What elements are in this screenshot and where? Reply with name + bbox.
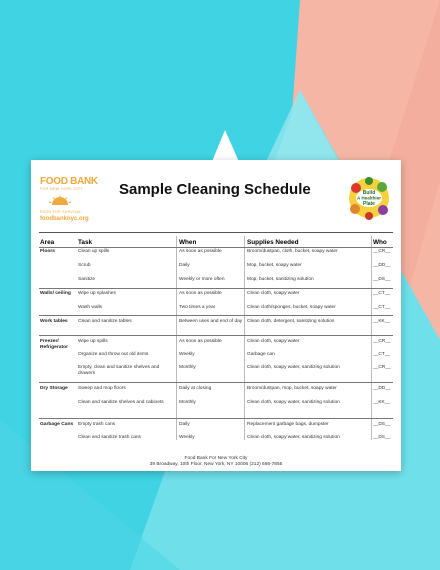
when-cell: Weekly xyxy=(179,435,195,440)
task-cell: Wipe up splashes xyxy=(78,291,116,296)
supplies-cell: Replacement garbage bags, dumpster xyxy=(247,422,329,427)
group-divider xyxy=(39,247,393,248)
supplies-cell: Clean cloth, detergent, sanitizing solution xyxy=(247,319,335,324)
document-title: Sample Cleaning Schedule xyxy=(119,181,311,198)
supplies-cell: Broom/dustpan, cloth, bucket, soapy water xyxy=(247,249,338,254)
when-cell: Weekly or more often xyxy=(179,277,225,282)
who-cell: __DD__ xyxy=(373,263,391,268)
col-header-supplies: Supplies Needed xyxy=(247,239,299,246)
logo-name: FOOD BANK xyxy=(40,176,98,187)
task-cell: Wipe up spills xyxy=(78,339,108,344)
who-cell: __CR__ xyxy=(373,249,391,254)
supplies-cell: Clean cloth/sponges, bucket, soapy water xyxy=(247,305,336,310)
who-cell: __DS__ xyxy=(373,435,391,440)
sun-icon xyxy=(40,195,80,205)
supplies-cell: Clean cloth, soapy water xyxy=(247,339,300,344)
col-header-task: Task xyxy=(78,239,93,246)
task-cell: Organize and throw out old items xyxy=(78,352,149,357)
group-divider xyxy=(39,382,393,383)
supplies-cell: Mop, bucket, sanitizing solution xyxy=(247,277,314,282)
healthier-plate-logo xyxy=(347,176,391,220)
who-cell: __CT__ xyxy=(373,352,391,357)
col-header-when: When xyxy=(179,239,197,246)
task-cell: Clean and sanitize tables xyxy=(78,319,132,324)
when-cell: Between uses and end of day xyxy=(179,319,243,324)
plate-line-3: Plate xyxy=(363,201,375,207)
column-divider xyxy=(371,236,372,440)
when-cell: Daily xyxy=(179,422,190,427)
when-cell: As soon as possible xyxy=(179,249,222,254)
supplies-cell: Clean cloth, soapy water, sanitizing solution xyxy=(247,435,340,440)
when-cell: Daily xyxy=(179,263,190,268)
area-label: Walls/ ceiling xyxy=(40,291,71,296)
footer-org: Food Bank For New York City xyxy=(184,456,248,461)
who-cell: __DS__ xyxy=(373,422,391,427)
supplies-cell: Clean cloth, soapy water xyxy=(247,291,300,296)
when-cell: Two times a year xyxy=(179,305,216,310)
group-divider xyxy=(39,335,393,336)
plate-line-2: A Healthier xyxy=(356,195,382,201)
area-label: Work tables xyxy=(40,319,68,324)
who-cell: __DD__ xyxy=(373,386,391,391)
when-cell: Weekly xyxy=(179,352,195,357)
supplies-cell: Mop, bucket, soapy water xyxy=(247,263,302,268)
supplies-cell: Garbage can xyxy=(247,352,275,357)
area-label: Dry Storage xyxy=(40,386,68,391)
who-cell: __KK__ xyxy=(373,319,391,324)
supplies-cell: Clean cloth, soapy water, sanitizing solution xyxy=(247,400,340,405)
when-cell: As soon as possible xyxy=(179,291,222,296)
group-divider xyxy=(39,418,393,419)
schedule-document xyxy=(31,160,401,471)
col-header-area: Area xyxy=(40,239,55,246)
area-label: Floors xyxy=(40,249,55,254)
logo-tagline: FOOD FOR SURVIVAL xyxy=(40,210,82,214)
task-cell: Empty trash cans xyxy=(78,422,116,427)
task-cell: Sanitize xyxy=(78,277,96,282)
task-cell: Clean and sanitize shelves and cabinets xyxy=(78,400,164,405)
who-cell: __CT__ xyxy=(373,305,391,310)
task-cell: Wash walls xyxy=(78,305,103,310)
area-label: Garbage Cans xyxy=(40,422,74,427)
column-divider xyxy=(244,236,245,440)
group-divider xyxy=(39,288,393,289)
when-cell: Monthly xyxy=(179,365,196,370)
header-rule xyxy=(39,232,393,233)
task-cell: Empty, clean and sanitize shelves and drawers xyxy=(78,365,160,376)
col-header-who: Who xyxy=(373,239,387,246)
when-cell: As soon as possible xyxy=(179,339,222,344)
group-divider xyxy=(39,315,393,316)
task-cell: Clean and sanitize trash cans xyxy=(78,435,141,440)
when-cell: Monthly xyxy=(179,400,196,405)
who-cell: __DS__ xyxy=(373,277,391,282)
who-cell: __CR__ xyxy=(373,339,391,344)
task-cell: Sweep and mop floors xyxy=(78,386,126,391)
who-cell: __KK__ xyxy=(373,400,391,405)
logo-url: foodbanknyc.org xyxy=(40,216,89,222)
when-cell: Daily at closing xyxy=(179,386,212,391)
plate-line-1: Build xyxy=(362,190,376,196)
logo-subtitle: FOR NEW YORK CITY xyxy=(40,187,84,191)
supplies-cell: Clean cloth, soapy water, sanitizing solution xyxy=(247,365,340,370)
task-cell: Clean up spills xyxy=(78,249,110,254)
column-divider xyxy=(176,236,177,440)
supplies-cell: Broom/dustpan, mop, bucket, soapy water xyxy=(247,386,337,391)
area-label: Freezer/ Refrigerator xyxy=(40,339,68,350)
footer-address: 39 Broadway, 10th Floor, New York, NY 10006 (212) 566-7855 xyxy=(149,462,283,467)
food-bank-logo xyxy=(40,177,98,223)
who-cell: __CR__ xyxy=(373,365,391,370)
task-cell: Scrub xyxy=(78,263,91,268)
who-cell: __CT__ xyxy=(373,291,391,296)
